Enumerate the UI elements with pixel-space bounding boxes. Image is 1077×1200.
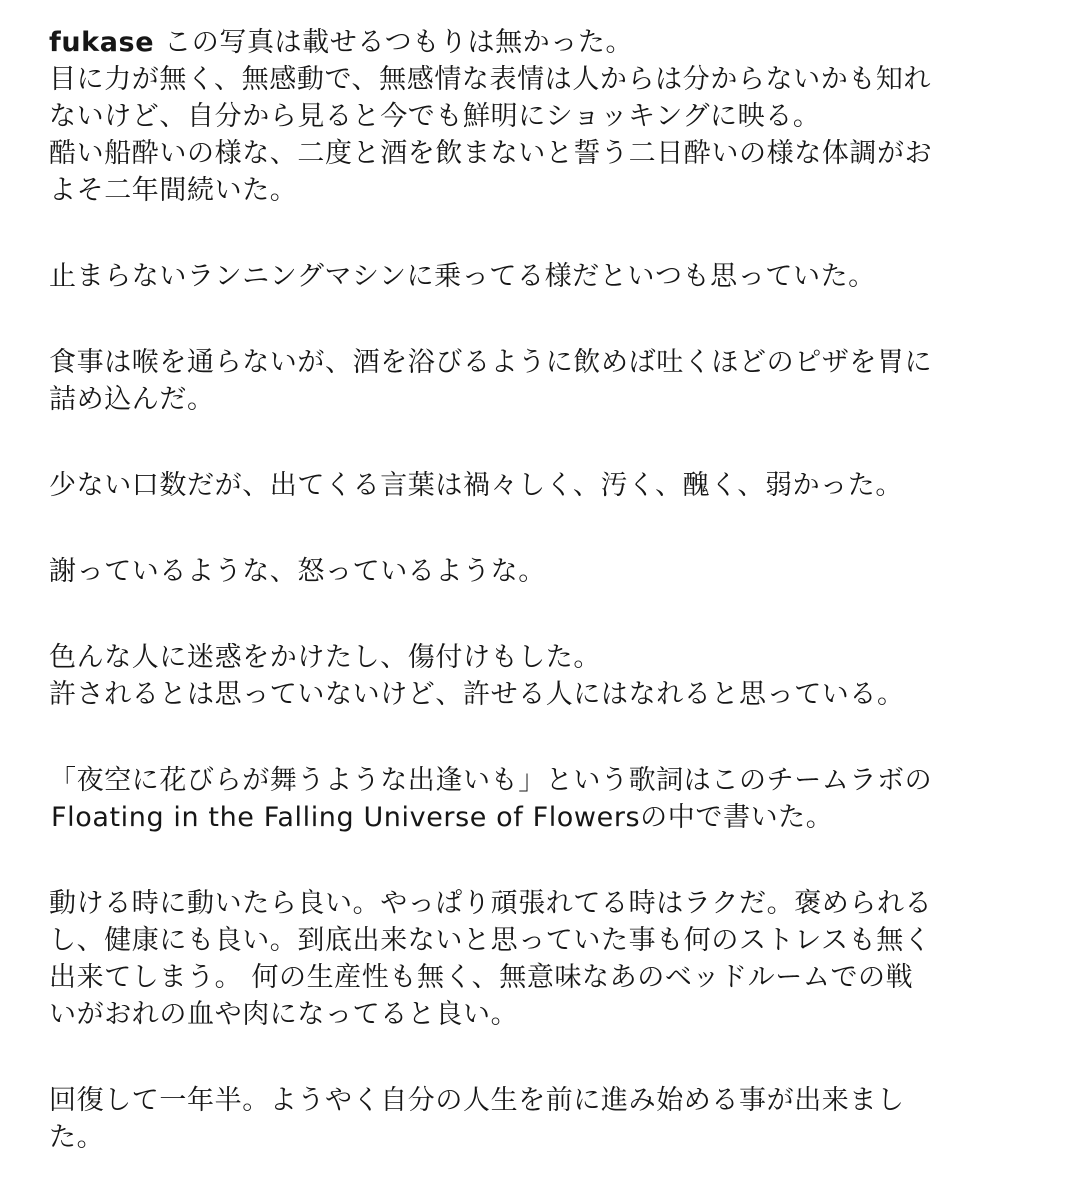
paragraph-spacer — [49, 836, 1039, 885]
paragraph-spacer — [49, 504, 1039, 553]
caption-paragraph-4 — [49, 467, 1039, 504]
caption-line: いがおれの血や肉になってると良い。 — [49, 999, 519, 1030]
caption-line: 詰め込んだ。 — [49, 384, 215, 415]
caption-line: 色んな人に迷惑をかけたし、傷付けもした。 — [49, 642, 601, 673]
caption-line: 食事は喉を通らないが、酒を浴びるように飲めば吐くほどのピザを胃に — [49, 347, 933, 378]
caption-first-line — [49, 24, 1039, 61]
caption-line: 許されるとは思っていないけど、許せる人にはなれると思っている。 — [49, 679, 905, 710]
caption-line: 目に力が無く、無感動で、無感情な表情は人からは分からないかも知れ — [49, 64, 932, 95]
caption-line: ないけど、自分から見ると今でも鮮明にショッキングに映る。 — [49, 101, 821, 132]
caption-paragraph-1 — [49, 61, 1039, 209]
caption-line: し、健康にも良い。到底出来ないと思っていた事も何のストレスも無く — [49, 925, 932, 956]
caption-paragraph-5 — [49, 553, 1039, 590]
caption-line: 謝っているような、怒っているような。 — [49, 556, 546, 587]
caption-line: 少ない口数だが、出てくる言葉は禍々しく、汚く、醜く、弱かった。 — [49, 470, 903, 501]
paragraph-spacer — [49, 713, 1039, 762]
caption-paragraph-6 — [49, 639, 1039, 713]
caption-text: この写真は載せるつもりは無かった。 — [164, 27, 634, 58]
caption-line: 止まらないランニングマシンに乗ってる様だといつも思っていた。 — [49, 261, 876, 292]
caption-paragraph-2 — [49, 258, 1039, 295]
caption-line: よそ二年間続いた。 — [49, 175, 298, 206]
paragraph-spacer — [49, 590, 1039, 639]
post-caption — [49, 24, 1039, 1156]
caption-paragraph-3 — [49, 344, 1039, 418]
caption-paragraph-8 — [49, 885, 1039, 1033]
username-link[interactable]: fukase — [49, 27, 155, 58]
caption-paragraph-7 — [49, 762, 1039, 836]
paragraph-spacer — [49, 1033, 1039, 1082]
caption-line: 出来てしまう。 何の生産性も無く、無意味なあのベッドルームでの戦 — [49, 962, 914, 993]
caption-paragraph-9 — [49, 1082, 1039, 1156]
paragraph-spacer — [49, 295, 1039, 344]
caption-line: 動ける時に動いたら良い。やっぱり頑張れてる時はラクだ。褒められる — [49, 888, 933, 919]
caption-line: 酷い船酔いの様な、二度と酒を飲まないと誓う二日酔いの様な体調がお — [49, 138, 933, 169]
caption-line: 回復して一年半。ようやく自分の人生を前に進み始める事が出来まし — [49, 1085, 905, 1116]
caption-line: た。 — [49, 1122, 105, 1153]
caption-line: 「夜空に花びらが舞うような出逢いも」という歌詞はこのチームラボの — [49, 765, 933, 796]
paragraph-spacer — [49, 418, 1039, 467]
caption-line: Floating in the Falling Universe of Flowersの中で書いた。 — [51, 802, 834, 833]
paragraph-spacer — [49, 209, 1039, 258]
